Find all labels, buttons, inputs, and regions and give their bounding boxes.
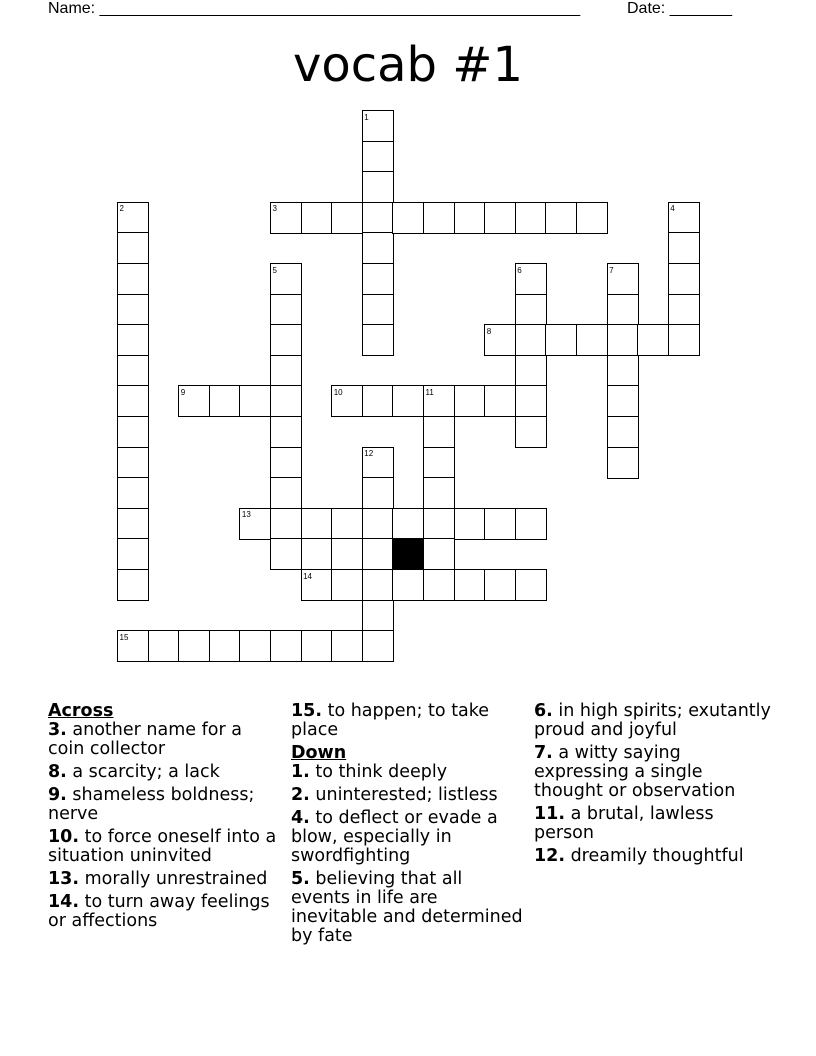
grid-cell[interactable] [484,569,516,601]
grid-cell[interactable] [362,263,394,295]
clue-number-label: 6 [517,265,522,275]
clues-column-2 [291,702,526,950]
grid-cell[interactable] [423,508,455,540]
grid-cell[interactable] [668,324,700,356]
clue-number: 3. [48,720,67,740]
grid-cell[interactable] [362,202,394,234]
grid-cell[interactable] [117,447,149,479]
clue-number: 8. [48,762,67,782]
grid-cell[interactable] [423,538,455,570]
grid-cell[interactable] [668,263,700,295]
grid-cell[interactable] [607,355,639,387]
grid-cell[interactable] [362,385,394,417]
grid-cell[interactable] [331,569,363,601]
grid-cell[interactable] [607,294,639,326]
grid-cell[interactable] [331,385,363,417]
grid-cell[interactable] [301,630,333,662]
clue-number-label: 12 [364,449,374,459]
clue-text: a scarcity; a lack [66,762,220,782]
grid-cell[interactable] [362,171,394,203]
grid-cell[interactable] [270,355,302,387]
grid-cell[interactable] [484,324,516,356]
grid-cell[interactable] [362,232,394,264]
clue-down-4 [291,809,526,866]
grid-cell[interactable] [270,630,302,662]
clue-down-1 [291,763,526,782]
grid-cell[interactable] [423,416,455,448]
grid-cell[interactable] [423,202,455,234]
clue-text: in high spirits; exutantly proud and joyful [534,701,771,740]
grid-cell[interactable] [239,385,271,417]
grid-cell[interactable] [117,232,149,264]
grid-cell[interactable] [239,630,271,662]
grid-cell[interactable] [576,202,608,234]
grid-cell[interactable] [362,600,394,632]
grid-cell[interactable] [484,202,516,234]
grid-cell[interactable] [117,477,149,509]
grid-cell[interactable] [209,630,241,662]
grid-cell[interactable] [515,385,547,417]
clue-down-12 [534,847,774,866]
clue-text: shameless boldness; nerve [48,785,255,824]
clue-text: to turn away feelings or affections [48,892,270,931]
grid-cell[interactable] [331,538,363,570]
grid-cell[interactable] [423,385,455,417]
grid-cell[interactable] [454,385,486,417]
grid-cell[interactable] [270,508,302,540]
clue-number: 7. [534,743,553,763]
clue-number: 14. [48,892,80,912]
grid-cell[interactable] [270,477,302,509]
clue-number: 6. [534,701,553,721]
clue-across-10 [48,828,283,866]
grid-cell[interactable] [515,355,547,387]
grid-cell[interactable] [270,202,302,234]
grid-cell[interactable] [362,141,394,173]
clue-number: 9. [48,785,67,805]
clue-number-label: 15 [119,632,129,642]
grid-cell[interactable] [362,569,394,601]
grid-cell[interactable] [668,294,700,326]
clue-number-label: 10 [333,387,343,397]
grid-cell[interactable] [515,416,547,448]
grid-cell[interactable] [270,263,302,295]
clue-number-label: 3 [272,204,277,214]
grid-cell[interactable] [117,294,149,326]
grid-cell[interactable] [301,569,333,601]
grid-cell[interactable] [209,385,241,417]
grid-cell[interactable] [545,324,577,356]
grid-cell[interactable] [484,508,516,540]
clue-number-label: 1 [364,112,369,122]
grid-cell[interactable] [515,508,547,540]
clue-number-label: 9 [180,387,186,397]
clue-text: to happen; to take place [291,701,490,740]
grid-cell[interactable] [454,508,486,540]
grid-cell[interactable] [301,508,333,540]
grid-cell[interactable] [117,385,149,417]
grid-cell[interactable] [423,477,455,509]
clue-across-3 [48,721,283,759]
grid-cell[interactable] [362,110,394,142]
clue-text: another name for a coin collector [48,720,242,759]
clue-number-label: 7 [609,265,614,275]
grid-cell[interactable] [423,447,455,479]
grid-cell[interactable] [515,569,547,601]
grid-cell[interactable] [515,263,547,295]
grid-cell[interactable] [392,569,424,601]
clue-text: to force oneself into a situation uninvited [48,827,277,866]
grid-cell[interactable] [331,630,363,662]
grid-cell[interactable] [362,294,394,326]
grid-cell[interactable] [607,263,639,295]
clue-number-label: 11 [425,387,434,397]
clue-text: to think deeply [309,762,448,782]
clue-across-8 [48,763,283,782]
grid-cell[interactable] [117,324,149,356]
clue-number: 13. [48,869,80,889]
grid-cell[interactable] [454,202,486,234]
clue-number: 2. [291,785,310,805]
clue-down-6 [534,702,774,740]
clue-number: 10. [48,827,80,847]
grid-cell[interactable] [362,324,394,356]
clues-column-1 [48,702,283,935]
grid-cell[interactable] [117,263,149,295]
grid-cell[interactable] [668,202,700,234]
clue-text: a brutal, lawless person [534,804,714,843]
grid-cell[interactable] [362,477,394,509]
name-line: Name: ______________________________________________________ [48,0,581,17]
grid-cell[interactable] [484,385,516,417]
grid-cell[interactable] [362,447,394,479]
grid-cell[interactable] [178,630,210,662]
grid-cell[interactable] [239,508,271,540]
grid-cell[interactable] [270,385,302,417]
clue-text: a witty saying expressing a single thought or observation [534,743,736,801]
clue-number-label: 5 [272,265,277,275]
clue-number-label: 8 [486,326,492,336]
clue-down-7 [534,744,774,801]
clue-number-label: 14 [303,571,312,581]
grid-cell[interactable] [117,630,149,662]
clue-number: 12. [534,846,566,866]
grid-cell[interactable] [607,416,639,448]
clue-number: 15. [291,701,323,721]
clue-across-13 [48,870,283,889]
grid-cell[interactable] [148,630,180,662]
grid-cell[interactable] [515,324,547,356]
grid-cell[interactable] [607,324,639,356]
clues-column-3 [534,702,774,870]
clue-down-11 [534,805,774,843]
clue-number: 5. [291,869,310,889]
clue-number: 11. [534,804,566,824]
grid-cell[interactable] [392,508,424,540]
clue-across-14 [48,893,283,931]
grid-cell[interactable] [117,508,149,540]
grid-cell[interactable] [545,202,577,234]
clue-down-2 [291,786,526,805]
grid-cell[interactable] [270,447,302,479]
clue-number-label: 4 [670,204,675,214]
clue-text: dreamily thoughtful [565,846,744,866]
grid-cell[interactable] [270,538,302,570]
clue-number-label: 13 [241,510,251,520]
clue-number: 4. [291,808,310,828]
across-heading: Across [48,701,114,721]
grid-cell[interactable] [270,416,302,448]
grid-cell[interactable] [607,385,639,417]
clue-number: 1. [291,762,310,782]
grid-cell[interactable] [331,508,363,540]
clue-text: believing that all events in life are inevitable and determined by fate [291,869,523,946]
grid-cell[interactable] [454,569,486,601]
grid-cell[interactable] [362,630,394,662]
grid-cell[interactable] [301,538,333,570]
clue-number-label: 2 [119,204,124,214]
clue-across-9 [48,786,283,824]
black-cell [392,538,424,570]
grid-cell[interactable] [117,416,149,448]
grid-cell[interactable] [301,202,333,234]
grid-cell[interactable] [607,447,639,479]
date-line: Date: _______ [627,0,732,17]
grid-cell[interactable] [117,202,149,234]
grid-cell[interactable] [515,294,547,326]
grid-cell[interactable] [392,385,424,417]
grid-cell[interactable] [423,569,455,601]
clue-text: to deflect or evade a blow, especially in swordfighting [291,808,498,866]
clue-text: uninterested; listless [309,785,498,805]
grid-cell[interactable] [117,355,149,387]
grid-cell[interactable] [362,508,394,540]
grid-cell[interactable] [178,385,210,417]
grid-cell[interactable] [392,202,424,234]
grid-cell[interactable] [117,569,149,601]
grid-cell[interactable] [270,294,302,326]
clue-down-5 [291,870,526,946]
grid-cell[interactable] [515,202,547,234]
grid-cell[interactable] [362,538,394,570]
grid-cell[interactable] [637,324,669,356]
grid-cell[interactable] [270,324,302,356]
page-title: vocab #1 [292,37,524,93]
grid-cell[interactable] [331,202,363,234]
clue-across-15 [291,702,526,740]
grid-cell[interactable] [576,324,608,356]
down-heading: Down [291,743,347,763]
grid-cell[interactable] [668,232,700,264]
grid-cell[interactable] [117,538,149,570]
clue-text: morally unrestrained [79,869,268,889]
